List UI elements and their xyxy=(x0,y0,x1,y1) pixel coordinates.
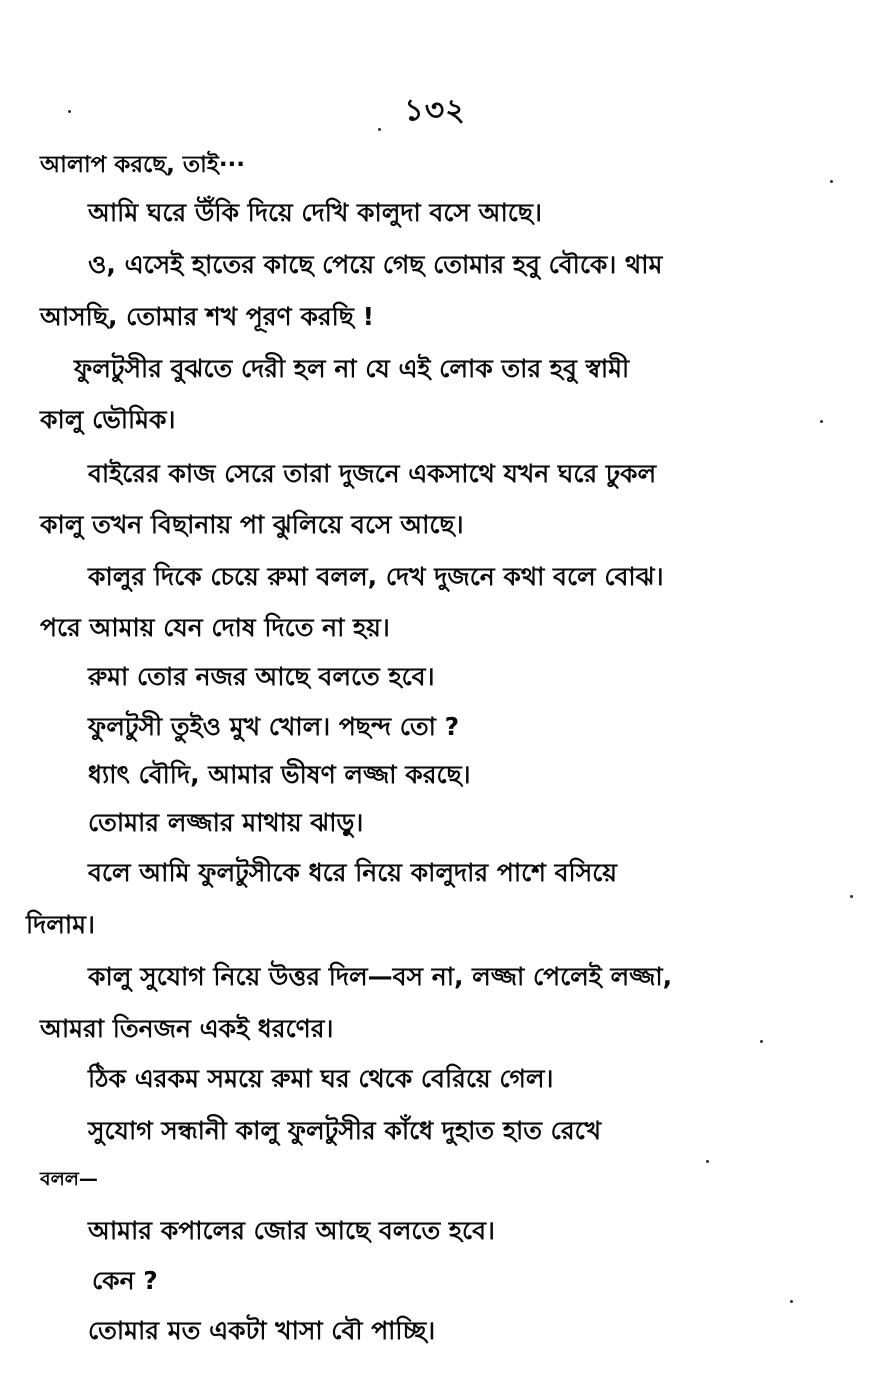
scan-speck xyxy=(760,1040,763,1043)
text-line: কালুর দিকে চেয়ে রুমা বলল, দেখ দুজনে কথা বলে বোঝ। xyxy=(88,562,664,591)
text-line: আমি ঘরে উঁকি দিয়ে দেখি কালুদা বসে আছে। xyxy=(88,198,542,227)
text-line: কালু সুযোগ নিয়ে উত্তর দিল—বস না, লজ্জা পেলেই লজ্জা, xyxy=(88,962,673,991)
text-line: ধ্যাৎ বৌদি, আমার ভীষণ লজ্জা করছে। xyxy=(88,760,471,789)
text-line: বলে আমি ফুলটুসীকে ধরে নিয়ে কালুদার পাশে বসিয়ে xyxy=(88,858,618,887)
scan-speck xyxy=(830,180,833,183)
text-line: তোমার লজ্জার মাথায় ঝাড়ু। xyxy=(88,808,364,837)
text-line: ফুলটুসী তুইও মুখ খোল। পছন্দ তো ? xyxy=(88,712,460,741)
text-line: কালু ভৌমিক। xyxy=(40,405,176,434)
scan-speck xyxy=(378,128,381,131)
text-line: ও, এসেই হাতের কাছে পেয়ে গেছ তোমার হবু বৌকে। থাম xyxy=(88,250,663,279)
text-line: আমার কপালের জোর আছে বলতে হবে। xyxy=(88,1216,495,1245)
text-line: আসছি, তোমার শখ পূরণ করছি ! xyxy=(40,302,375,331)
text-line: ফুলটুসীর বুঝতে দেরী হল না যে এই লোক তার হবু স্বামী xyxy=(74,354,630,383)
text-line: পরে আমায় যেন দোষ দিতে না হয়। xyxy=(40,613,390,642)
scan-speck xyxy=(850,895,853,898)
text-line: কালু তখন বিছানায় পা ঝুলিয়ে বসে আছে। xyxy=(40,510,464,539)
text-line: আলাপ করছে, তাই··· xyxy=(40,152,246,178)
text-line: তোমার মত একটা খাসা বৌ পাচ্ছি। xyxy=(88,1316,436,1345)
text-line: ঠিক এরকম সময়ে রুমা ঘর থেকে বেরিয়ে গেল। xyxy=(88,1064,554,1093)
text-line: আমরা তিনজন একই ধরণের। xyxy=(40,1014,334,1043)
text-line: বাইরের কাজ সেরে তারা দুজনে একসাথে যখন ঘরে ঢুকল xyxy=(88,459,657,488)
text-line: দিলাম। xyxy=(26,910,95,939)
scan-speck xyxy=(68,110,71,113)
text-line: রুমা তোর নজর আছে বলতে হবে। xyxy=(88,662,435,691)
scan-speck xyxy=(790,1300,793,1303)
page-number: ১৩২ xyxy=(404,93,466,128)
text-line: কেন ? xyxy=(92,1266,158,1295)
scan-speck xyxy=(706,1160,709,1163)
text-line: বলল— xyxy=(40,1168,98,1190)
text-line: সুযোগ সন্ধানী কালু ফুলটুসীর কাঁধে দুহাত হাত রেখে xyxy=(88,1116,602,1145)
scan-speck xyxy=(820,420,823,423)
